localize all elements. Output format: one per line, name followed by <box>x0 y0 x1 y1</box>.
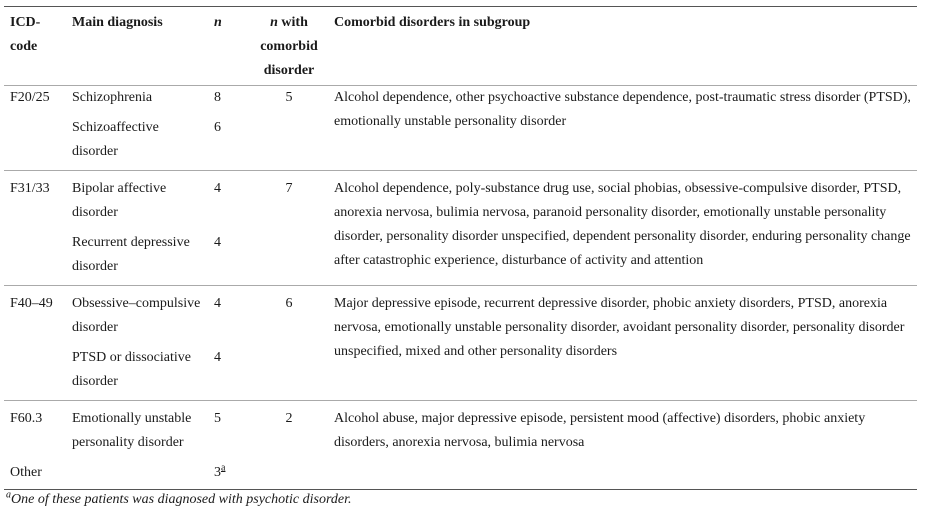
cell-n: 8 <box>214 90 221 105</box>
cell-diagnosis: Schizoaffective disorder <box>72 120 159 159</box>
header-n-comorbid <box>250 7 328 86</box>
table-row-other <box>4 461 917 490</box>
footnote-text: One of these patients was diagnosed with psychotic disorder. <box>11 492 352 507</box>
cell-diagnosis <box>66 461 208 490</box>
cell-n-comorbid <box>250 461 328 490</box>
cell-n-comorbid: 5 <box>285 90 293 105</box>
cell-comorbid-disorders <box>328 461 917 490</box>
header-n-comorbid-text: with comorbid disorder <box>260 15 318 78</box>
cell-n: 4 <box>214 181 221 196</box>
cell-n-comorbid: 6 <box>285 296 293 311</box>
table-row <box>4 286 917 341</box>
cell-diagnosis: Recurrent depressive disorder <box>72 235 190 274</box>
cell-diagnosis: PTSD or dissociative disorder <box>72 350 191 389</box>
table-header-row <box>4 7 917 86</box>
cell-diagnosis: Bipolar affective disorder <box>72 181 167 220</box>
comorbidity-table <box>4 6 917 490</box>
cell-comorbid-disorders: Alcohol abuse, major depressive episode, persistent mood (affective) disorders, phobic anxiety disorders, anorexia nervosa, bulimia nervosa <box>334 411 866 450</box>
cell-diagnosis: Obsessive–compulsive disorder <box>72 296 201 335</box>
table-row <box>4 401 917 462</box>
other-n-value: 3 <box>214 465 221 480</box>
table-row <box>4 171 917 226</box>
cell-diagnosis: Emotionally unstable personality disorder <box>72 411 192 450</box>
cell-n <box>208 461 250 490</box>
table-row <box>4 86 917 111</box>
header-n-comorbid-n: n <box>270 15 278 30</box>
cell-icd-code: Other <box>10 465 42 480</box>
footnote-link[interactable]: a <box>221 462 226 474</box>
header-icd-code: ICD-code <box>10 15 41 54</box>
cell-n: 4 <box>214 235 221 250</box>
header-n: n <box>214 15 222 30</box>
cell-n: 4 <box>214 296 221 311</box>
cell-icd-code: F31/33 <box>10 181 50 196</box>
cell-comorbid-disorders: Major depressive episode, recurrent depressive disorder, phobic anxiety disorders, PTSD, anorexia nervosa, emotionally unstable personality disorder, avoidant personality disorder, personality disorder unspecified, mixed and other personality disorders <box>334 296 905 359</box>
footnote-mark: a <box>6 489 11 501</box>
cell-n: 5 <box>214 411 221 426</box>
cell-n-comorbid: 7 <box>285 181 293 196</box>
table-footnote <box>6 489 352 508</box>
cell-n-comorbid: 2 <box>285 411 293 426</box>
cell-diagnosis: Schizophrenia <box>72 90 153 105</box>
cell-icd-code: F60.3 <box>10 411 43 426</box>
cell-icd-code: F20/25 <box>10 90 50 105</box>
cell-comorbid-disorders: Alcohol dependence, poly-substance drug use, social phobias, obsessive-compulsive disorder, PTSD, anorexia nervosa, bulimia nervosa, paranoid personality disorder, emotionally unstable personality disorder, personality disorder unspecified, dependent personality disorder, enduring personality change after catastrophic experience, disturbance of activity and attention <box>334 181 911 268</box>
cell-n: 4 <box>214 350 221 365</box>
cell-n: 6 <box>214 120 221 135</box>
cell-comorbid-disorders: Alcohol dependence, other psychoactive substance dependence, post-traumatic stress disorder (PTSD), emotionally unstable personality disorder <box>334 90 911 129</box>
cell-icd-code: F40–49 <box>10 296 53 311</box>
header-main-diagnosis: Main diagnosis <box>72 15 163 30</box>
header-comorbid-disorders: Comorbid disorders in subgroup <box>334 15 531 30</box>
